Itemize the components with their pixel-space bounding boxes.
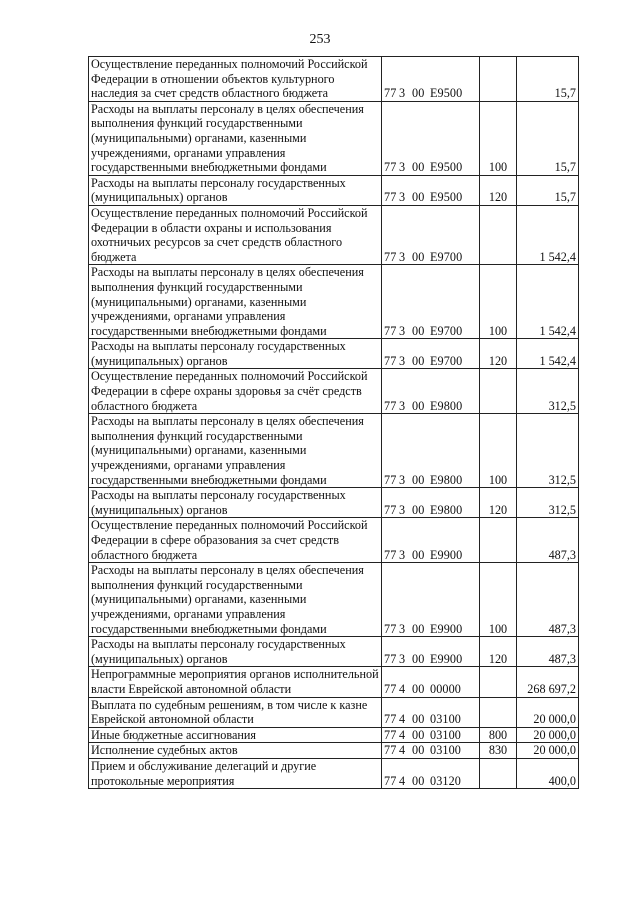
target-code-part: 77 [384,547,397,562]
expense-name: Иные бюджетные ассигнования [89,727,382,743]
table-row [89,743,579,759]
amount: 15,7 [517,57,579,102]
target-code-part: 3 [399,547,406,562]
target-code-part: 4 [399,727,406,742]
expense-name: Расходы на выплаты персоналу в целях обеспечения выполнения функций государственными (муниципальными) органами, казенными учреждениями, органами управления государственными внебюджетными фондами [89,414,382,488]
table-row [89,637,579,667]
expense-type-code: 100 [480,265,517,339]
target-code [382,175,480,205]
target-code-part: E9500 [430,86,463,101]
amount: 1 542,4 [517,339,579,369]
expense-name: Осуществление переданных полномочий Российской Федерации в сфере охраны здоровья за счёт средств областного бюджета [89,369,382,414]
target-code-part: 3 [399,353,406,368]
table-row [89,518,579,563]
target-code-part: 00 [412,681,425,696]
expense-type-code: 120 [480,175,517,205]
expense-type-code [480,205,517,264]
table-row [89,369,579,414]
target-code [382,727,480,743]
target-code-part: 77 [384,160,397,175]
target-code-part: 00 [412,743,425,758]
expense-name: Непрограммные мероприятия органов исполнительной власти Еврейской автономной области [89,667,382,697]
expense-type-code [480,758,517,788]
target-code [382,637,480,667]
target-code [382,339,480,369]
target-code-part: 00 [412,547,425,562]
amount: 487,3 [517,518,579,563]
target-code-part: 4 [399,681,406,696]
target-code-part: E9700 [430,353,463,368]
table-body [89,57,579,789]
target-code [382,667,480,697]
target-code-part: 3 [399,621,406,636]
amount: 1 542,4 [517,265,579,339]
target-code-part: 3 [399,398,406,413]
table-row [89,727,579,743]
target-code-part: 4 [399,712,406,727]
target-code-part: 3 [399,249,406,264]
expense-name: Расходы на выплаты персоналу в целях обеспечения выполнения функций государственными (муниципальными) органами, казенными учреждениями, органами управления государственными внебюджетными фондами [89,265,382,339]
expense-name: Расходы на выплаты персоналу государственных (муниципальных) органов [89,175,382,205]
target-code [382,563,480,637]
target-code-part: 03100 [430,727,461,742]
expense-name: Осуществление переданных полномочий Российской Федерации в области охраны и использования охотничьих ресурсов за счет средств областного бюджета [89,205,382,264]
target-code-part: 00 [412,712,425,727]
table-row [89,57,579,102]
table-row [89,563,579,637]
amount: 15,7 [517,101,579,175]
expense-name: Прием и обслуживание делегаций и другие протокольные мероприятия [89,758,382,788]
expense-name: Расходы на выплаты персоналу в целях обеспечения выполнения функций государственными (муниципальными) органами, казенными учреждениями, органами управления государственными внебюджетными фондами [89,563,382,637]
target-code-part: 00 [412,190,425,205]
target-code-part: 3 [399,502,406,517]
target-code-part: 77 [384,743,397,758]
target-code-part: 3 [399,86,406,101]
target-code-part: 03100 [430,743,461,758]
target-code-part: E9500 [430,190,463,205]
table-row [89,175,579,205]
target-code-part: E9900 [430,547,463,562]
amount: 312,5 [517,369,579,414]
expense-type-code [480,518,517,563]
target-code [382,697,480,727]
amount: 400,0 [517,758,579,788]
table-row [89,101,579,175]
target-code-part: 77 [384,651,397,666]
amount: 312,5 [517,488,579,518]
target-code-part: E9900 [430,651,463,666]
target-code-part: 00 [412,86,425,101]
target-code-part: 4 [399,773,406,788]
target-code [382,57,480,102]
amount: 487,3 [517,563,579,637]
expense-name: Осуществление переданных полномочий Российской Федерации в отношении объектов культурного наследия за счет средств областного бюджета [89,57,382,102]
target-code-part: 77 [384,472,397,487]
target-code-part: 77 [384,621,397,636]
expense-name: Расходы на выплаты персоналу в целях обеспечения выполнения функций государственными (муниципальными) органами, казенными учреждениями, органами управления государственными внебюджетными фондами [89,101,382,175]
table-row [89,205,579,264]
target-code-part: 00 [412,323,425,338]
target-code-part: 3 [399,472,406,487]
target-code-part: E9800 [430,398,463,413]
amount: 487,3 [517,637,579,667]
expense-name: Расходы на выплаты персоналу государственных (муниципальных) органов [89,637,382,667]
target-code [382,488,480,518]
amount: 20 000,0 [517,743,579,759]
target-code [382,369,480,414]
target-code-part: 77 [384,773,397,788]
target-code-part: 3 [399,190,406,205]
target-code-part: 00 [412,727,425,742]
target-code-part: 00 [412,398,425,413]
target-code-part: 77 [384,398,397,413]
target-code-part: E9500 [430,160,463,175]
expense-name: Осуществление переданных полномочий Российской Федерации в сфере образования за счет средств областного бюджета [89,518,382,563]
target-code-part: 00 [412,651,425,666]
expense-type-code: 830 [480,743,517,759]
target-code [382,414,480,488]
target-code-part: 4 [399,743,406,758]
amount: 1 542,4 [517,205,579,264]
page-number: 253 [309,32,331,47]
target-code-part: 00 [412,773,425,788]
target-code-part: 77 [384,86,397,101]
target-code-part: 00 [412,621,425,636]
expense-type-code [480,57,517,102]
target-code-part: 77 [384,353,397,368]
expense-type-code: 120 [480,488,517,518]
expense-name: Расходы на выплаты персоналу государственных (муниципальных) органов [89,339,382,369]
target-code [382,758,480,788]
amount: 268 697,2 [517,667,579,697]
target-code [382,265,480,339]
expense-name: Исполнение судебных актов [89,743,382,759]
target-code-part: 03100 [430,712,461,727]
target-code-part: E9800 [430,472,463,487]
target-code-part: E9900 [430,621,463,636]
expense-type-code: 120 [480,637,517,667]
target-code-part: 77 [384,502,397,517]
target-code-part: E9700 [430,249,463,264]
target-code-part: 77 [384,681,397,696]
expense-type-code: 800 [480,727,517,743]
target-code-part: E9800 [430,502,463,517]
expense-type-code: 100 [480,101,517,175]
target-code-part: 77 [384,190,397,205]
expense-type-code [480,667,517,697]
expense-name: Выплата по судебным решениям, в том числе к казне Еврейской автономной области [89,697,382,727]
target-code-part: 77 [384,323,397,338]
table-row [89,265,579,339]
table-row [89,758,579,788]
target-code-part: 77 [384,249,397,264]
target-code-part: E9700 [430,323,463,338]
target-code-part: 00 [412,472,425,487]
target-code [382,205,480,264]
amount: 15,7 [517,175,579,205]
expense-type-code [480,697,517,727]
target-code [382,743,480,759]
amount: 20 000,0 [517,727,579,743]
target-code-part: 77 [384,712,397,727]
amount: 20 000,0 [517,697,579,727]
target-code-part: 77 [384,727,397,742]
target-code-part: 00 [412,502,425,517]
target-code-part: 3 [399,323,406,338]
table-row [89,667,579,697]
expense-type-code: 100 [480,414,517,488]
target-code-part: 3 [399,651,406,666]
budget-table [88,56,579,789]
expense-type-code: 100 [480,563,517,637]
table-row [89,414,579,488]
target-code [382,101,480,175]
target-code-part: 03120 [430,773,461,788]
target-code-part: 00 [412,160,425,175]
expense-type-code: 120 [480,339,517,369]
target-code-part: 00000 [430,681,461,696]
table-row [89,697,579,727]
table-row [89,488,579,518]
target-code-part: 00 [412,249,425,264]
target-code-part: 3 [399,160,406,175]
table-row [89,339,579,369]
expense-name: Расходы на выплаты персоналу государственных (муниципальных) органов [89,488,382,518]
amount: 312,5 [517,414,579,488]
target-code [382,518,480,563]
expense-type-code [480,369,517,414]
target-code-part: 00 [412,353,425,368]
